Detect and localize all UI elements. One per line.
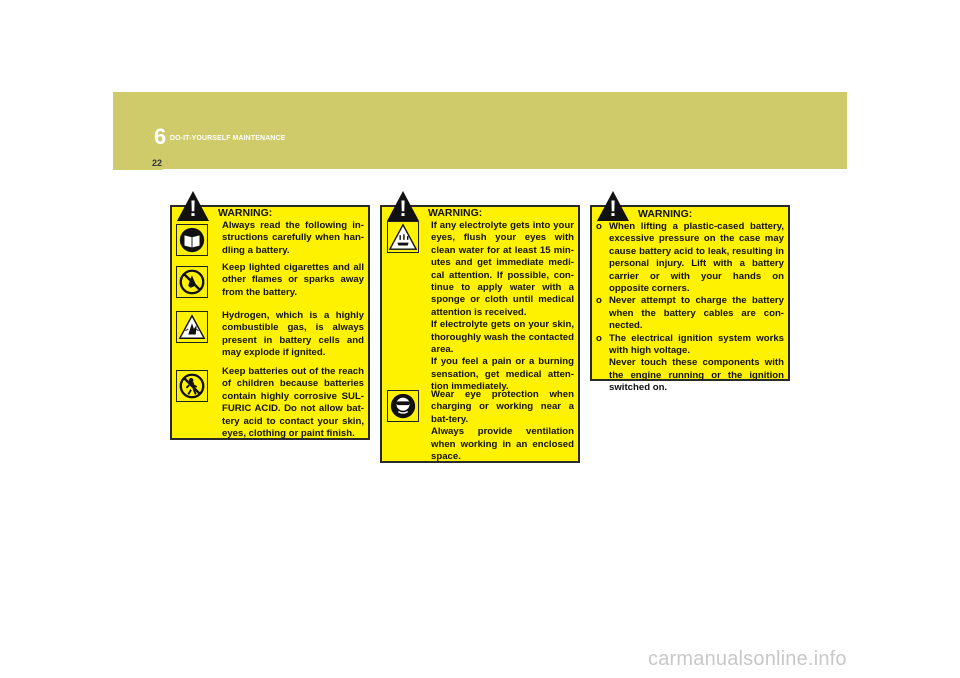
chapter-title: DO-IT-YOURSELF MAINTENANCE <box>170 135 286 142</box>
warning-text-children: Keep batteries out of the reach of children because batteries contain highly corrosive SUL-FURIC ACID. Do not allow bat-tery acid to contact your skin, eyes, clothing or paint finish. <box>222 366 364 440</box>
page-number: 22 <box>152 158 163 168</box>
warning-title: WARNING: <box>638 208 693 220</box>
list-item: o Never attempt to charge the battery when the battery cables are con-nected. <box>596 295 784 332</box>
no-flames-icon <box>176 266 208 298</box>
chapter-number: 6 <box>154 124 167 149</box>
list-item: o The electrical ignition system works with high voltage. Never touch these components with the engine running or the ignition switched on. <box>596 332 784 394</box>
watermark: carmanualsonline.info <box>648 648 847 670</box>
warning-title: WARNING: <box>218 207 273 219</box>
explosive-gas-icon <box>176 311 208 343</box>
warning-text-read-instructions: Always read the following in-structions carefully when han-dling a battery. <box>222 220 364 256</box>
header-band <box>113 92 847 169</box>
warning-text-hydrogen: Hydrogen, which is a highly combustible gas, is always present in battery cells and may explode if ignited. <box>222 310 364 359</box>
warning-list <box>596 221 784 395</box>
list-item: o When lifting a plastic-cased battery, excessive pressure on the case may cause battery acid to leak, resulting in personal injury. Lift with a battery carrier or with your hands on opposite corners. <box>596 221 784 295</box>
keep-children-away-icon <box>176 370 208 402</box>
warning-text-no-flames: Keep lighted cigarettes and all other flames or sparks away from the battery. <box>222 262 364 298</box>
eye-protection-icon <box>387 390 419 422</box>
warning-title: WARNING: <box>428 207 483 219</box>
exclamation-triangle-icon: ! <box>176 190 210 222</box>
warning-text-electrolyte: If any electrolyte gets into your eyes, flush your eyes with clean water for at least 15 min-utes and get immediate medi-cal attention. If possible, con-tinue to apply water with a sponge or cloth until medical attention is received. If electrolyte gets on your skin, thoroughly wash the contacted area. If you feel a pain or a burning sensation, get medical atten-tion immediately. <box>431 220 574 393</box>
exclamation-triangle-icon: ! <box>596 190 630 222</box>
exclamation-triangle-icon: ! <box>386 190 420 222</box>
acid-corrosive-icon <box>387 221 419 253</box>
warning-text-eye-protection: Wear eye protection when charging or working near a bat-tery. Always provide ventilation when working in an enclosed space. <box>431 389 574 463</box>
read-manual-icon <box>176 224 208 256</box>
